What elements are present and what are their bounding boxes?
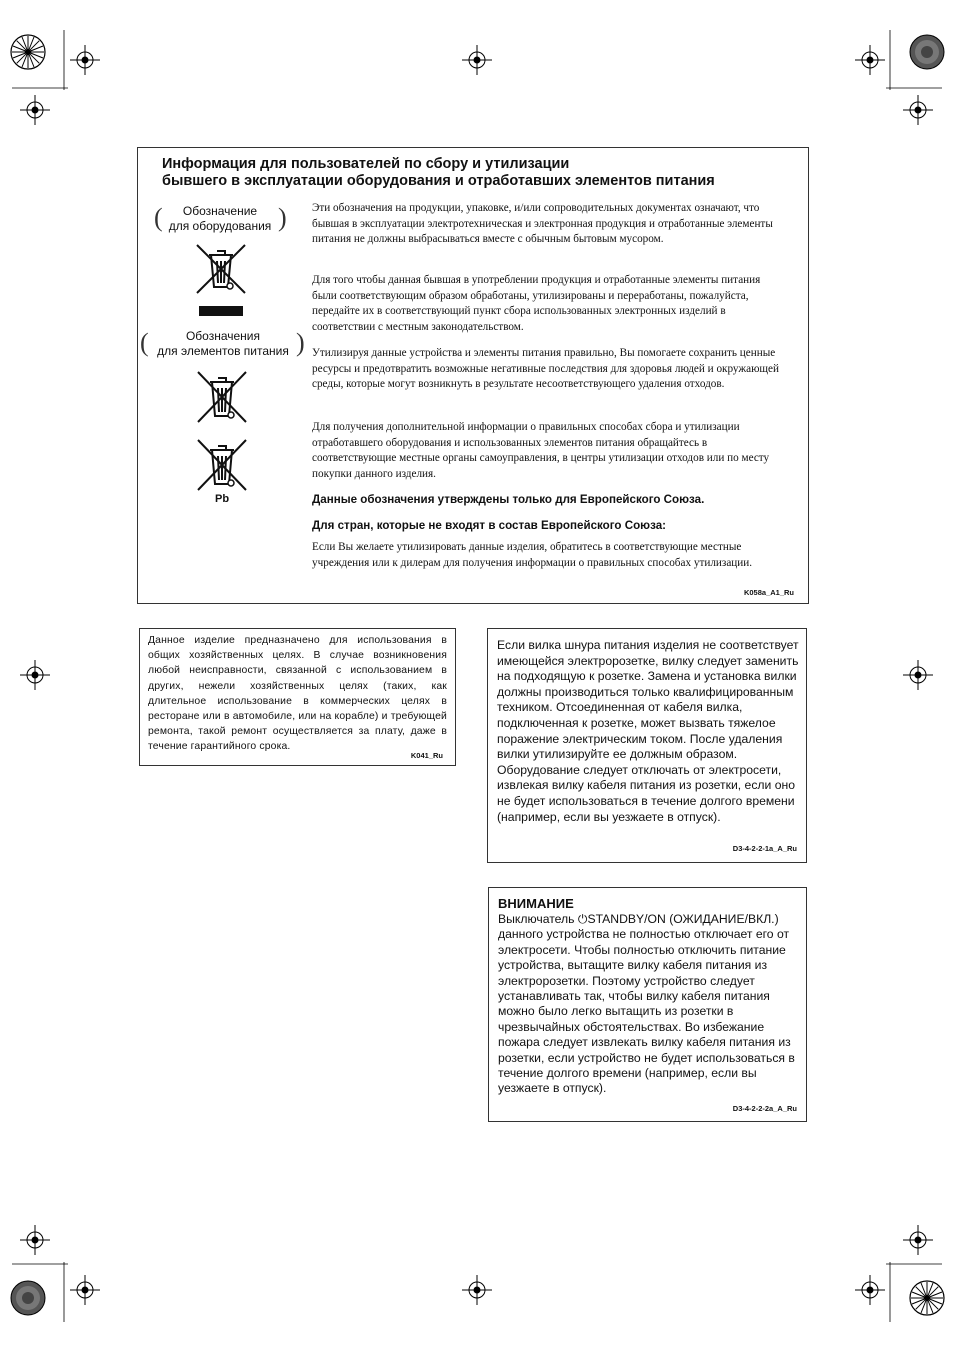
paragraph-2: Для того чтобы данная бывшая в употреблении продукция и отработанные элементы питания были соответствующим образом обработаны, утилизированы и переработаны, пожалуйста, передайте их в соответствующий пункт сбора использованных электронных изделий в соответствии с местным законодательством.	[312, 274, 761, 333]
crossed-bin-battery-icon	[194, 368, 250, 426]
underline-bar	[199, 306, 243, 316]
plug-warning-text: Если вилка шнура питания изделия не соответствует имеющейся электророзетке, вилку следует заменить на подходящую к розетке. Замена и установка вилки должны производиться только квалифицированным техником. Отсоединенная от кабеля вилка, подключенная к розетке, может вызвать тяжелое поражение электрическим током. После удаления вилки утилизируйте ее должным образом. Оборудование следует отключать от электросети, извлекая вилку кабеля питания из розетки, если оно не будет использоваться в течение долгого времени (например, если вы уезжаете в отпуск).	[497, 638, 799, 824]
standby-warning-box	[488, 887, 807, 1122]
disposal-title	[162, 156, 715, 190]
left-paren-2: (	[140, 328, 149, 357]
title-line-1: Информация для пользователей по сбору и утилизации	[162, 156, 570, 172]
paragraph-4: Для получения дополнительной информации о правильных способах сбора и утилизации отработавшего оборудования и использованных элементов питания обращайтесь в соответствующие местные органы самоуправления, в центры утилизации отходов или по месту покупки данного изделия.	[312, 421, 770, 480]
household-use-text: Данное изделие предназначено для использования в общих хозяйственных целях. В случае возникновения любой неисправности, связанной с использованием в других, нежели хозяйственных целях (таких, как длительное использование в коммерческих целях в ресторане или в автомобиле, или на корабле) и требующей ремонта, такой ремонт осуществляется за плату, даже в течение гарантийного срока.	[148, 635, 447, 753]
household-use-code: K041_Ru	[410, 751, 443, 760]
main-box-code: K058a_A1_Ru	[743, 588, 794, 597]
battery-label-line-1: Обозначения	[185, 329, 261, 343]
warning-heading: ВНИМАНИЕ	[498, 896, 574, 911]
equipment-label-line-2: для оборудования	[168, 219, 272, 233]
equipment-label-line-1: Обозначение	[182, 204, 258, 218]
paragraph-1: Эти обозначения на продукции, упаковке, и/или сопроводительных документах означают, что бывшая в эксплуатации электротехническая и электронная продукция и отработанные элементы питания не должны выбрасываться вместе с обычным бытовым мусором.	[312, 202, 773, 245]
crossed-bin-pb-icon	[194, 436, 250, 494]
battery-symbol-label	[146, 329, 300, 359]
non-eu-heading: Для стран, которые не входят в состав Европейского Союза:	[312, 519, 667, 532]
pb-label: Pb	[215, 493, 230, 505]
eu-only-note: Данные обозначения утверждены только для Европейского Союза.	[312, 493, 705, 506]
household-use-box	[139, 628, 456, 766]
plug-warning-box	[487, 628, 807, 863]
right-paren: )	[278, 203, 287, 232]
paragraph-3: Утилизируя данные устройства и элементы питания правильно, Вы помогаете сохранить ценные ресурсы и предотвратить возможные негативные последствия для здоровья людей и окружающей среды, которые могут возникнуть в результате несоответствующего удаления отходов.	[312, 347, 779, 390]
right-paren-2: )	[296, 328, 305, 357]
left-paren: (	[154, 203, 163, 232]
non-eu-text: Если Вы желаете утилизировать данные изделия, обратитесь в соответствующие местные учреждения или к дилерам для получения информации о правильных способах утилизации.	[312, 541, 753, 569]
title-line-2: бывшего в эксплуатации оборудования и отработавших элементов питания	[162, 173, 715, 189]
plug-warning-code: D3-4-2-2-1a_A_Ru	[732, 844, 797, 853]
standby-warning-text: Выключатель ⏻STANDBY/ON (ОЖИДАНИЕ/ВКЛ.) данного устройства не полностью отключает его от электросети. Чтобы полностью отключить питание устройства, вытащите вилку кабеля питания из электророзетки. Поэтому устройство следует устанавливать так, чтобы вилку кабеля питания можно было легко вытащить из розетки в чрезвычайных обстоятельствах. Во избежание пожара следует извлекать вилку кабеля питания из розетки, если устройство не будет использоваться в течение долгого времени (например, если вы уезжаете в отпуск).	[498, 912, 795, 1096]
standby-warning-code: D3-4-2-2-2a_A_Ru	[732, 1104, 797, 1113]
equipment-symbol-label	[160, 204, 280, 234]
disposal-info-box	[137, 147, 809, 604]
battery-label-line-2: для элементов питания	[157, 344, 289, 358]
crossed-bin-icon	[193, 241, 249, 297]
